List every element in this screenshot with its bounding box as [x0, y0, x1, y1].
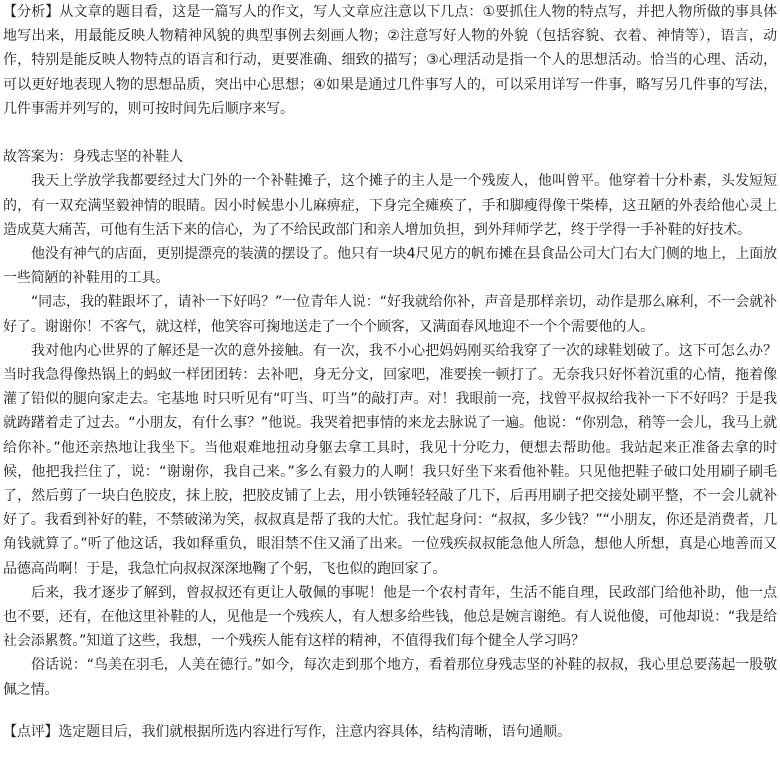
document-body	[3, 0, 777, 744]
answer-paragraph-6: 俗话说：“鸟美在羽毛，人美在德行。”如今，每次走到那个地方，看着那位身残志坚的补鞋的叔叔，我心里总要荡起一股敬佩之情。	[3, 657, 777, 698]
analysis-text: 从文章的题目看，这是一篇写人的作文，写人文章应注意以下几点：①要抓住人物的特点写，并把人物所做的事具体地写出来，用最能反映人物精神风貌的典型事例去刻画人物；②注意写好人物的外貌（包括容貌、衣着、神情等），语言，动作，特别是能反映人物特点的语言和行动，更要准确、细致的描写；③心理活动是指一个人的思想活动。恰当的心理、活动，可以更好地表现人物的思想品质，突出中心思想；④如果是通过几件事写人的，可以采用详写一件事，略写另几件事的写法，几件事需并列写的，则可按时间先后顺序来写。	[3, 4, 777, 117]
comment-paragraph	[3, 720, 777, 744]
answer-paragraph-5: 后来，我才逐步了解到，曾叔叔还有更让人敬佩的事呢！他是一个农村青年，生活不能自理，民政部门给他补助，他一点也不要，还有，在他这里补鞋的人，见他是一个残疾人，有人想多给些钱，他总是婉言谢绝。有人说他傻，可他却说：“我是给社会添累赘。”知道了这些，我想，一个残疾人能有这样的精神，不值得我们每个健全人学习吗？	[3, 584, 777, 650]
answer-paragraph-3: “同志，我的鞋跟坏了，请补一下好吗？”一位青年人说：“好我就给你补，声音是那样亲切，动作是那么麻利，不一会就补好了。谢谢你！不客气，就这样，他笑容可掬地送走了一个个顾客，又满面春风地迎不一个个需要他的人。	[3, 294, 777, 335]
answer-paragraph-4: 我对他内心世界的了解还是一次的意外接触。有一次，我不小心把妈妈刚买给我穿了一次的球鞋划破了。这下可怎么办？当时我急得像热锅上的蚂蚁一样团团转：去补吧，身无分文，回家吧，准要挨一顿打了。无奈我只好怀着沉重的心情，拖着像灌了铅似的腿向家走去。宅基地 时只听见有“叮当、叮当”的敲打声。对！我眼前一亮，找曾平叔叔给我补一下不好吗？于是我就踌躇着走了过去。“小朋友，有什么事？”他说。我哭着把事情的来龙去脉说了一遍。他说：“你别急，稍等一会儿，我马上就给你补。”他还亲热地让我坐下。当他艰难地扭动身躯去拿工具时，我见十分吃力，便想去帮助他。我站起来正准备去拿的时候，他把我拦住了，说：“谢谢你，我自己来。”多么有毅力的人啊！我只好坐下来看他补鞋。只见他把鞋子破口处用刷子刷毛了，然后剪了一块白色胶皮，抹上胶，把胶皮铺了上去，用小铁锤轻轻敲了几下，后再用刷子把交接处刷平整，不一会儿就补好了。我看到补好的鞋，不禁破涕为笑，叔叔真是帮了我的大忙。我忙起身问：“叔叔，多少钱？”“小朋友，你还是消费者，几角钱就算了。”听了他这话，我如释重负，眼泪禁不住又涌了出来。一位残疾叔叔能急他人所急，想他人所想，真是心地善而又品德高尚啊！于是，我急忙向叔叔深深地鞠了个躬，飞也似的跑回家了。	[3, 342, 777, 577]
answer-paragraph-2: 他没有神气的店面，更别提漂亮的装潢的摆设了。他只有一块4尺见方的帆布摊在县食品公司大门右大门侧的地上，上面放一些简陋的补鞋用的工具。	[3, 246, 777, 287]
analysis-tag: 【分析】	[3, 4, 60, 20]
analysis-paragraph	[3, 0, 777, 121]
comment-text: 选定题目后，我们就根据所选内容进行写作，注意内容具体，结构清晰，语句通顺。	[58, 723, 571, 740]
spacer	[3, 702, 777, 720]
answer-paragraph-1: 我天上学放学我都要经过大门外的一个补鞋摊子，这个摊子的主人是一个残废人，他叫曾平。他穿着十分朴素，头发短短的，有一双充满坚毅神情的眼睛。因小时候患小儿麻痹症，下身完全瘫痪了，手和脚瘦得像干柴棒，这丑陋的外表给他心灵上造成莫大痛苦，可他有生活下来的信心，为了不给民政部门和亲人增加负担，到外拜师学艺，终于学得一手补鞋的好技术。	[3, 173, 777, 238]
spacer	[3, 121, 777, 145]
answer-title: 故答案为：身残志坚的补鞋人	[3, 149, 184, 166]
comment-tag: 【点评】	[3, 723, 59, 740]
